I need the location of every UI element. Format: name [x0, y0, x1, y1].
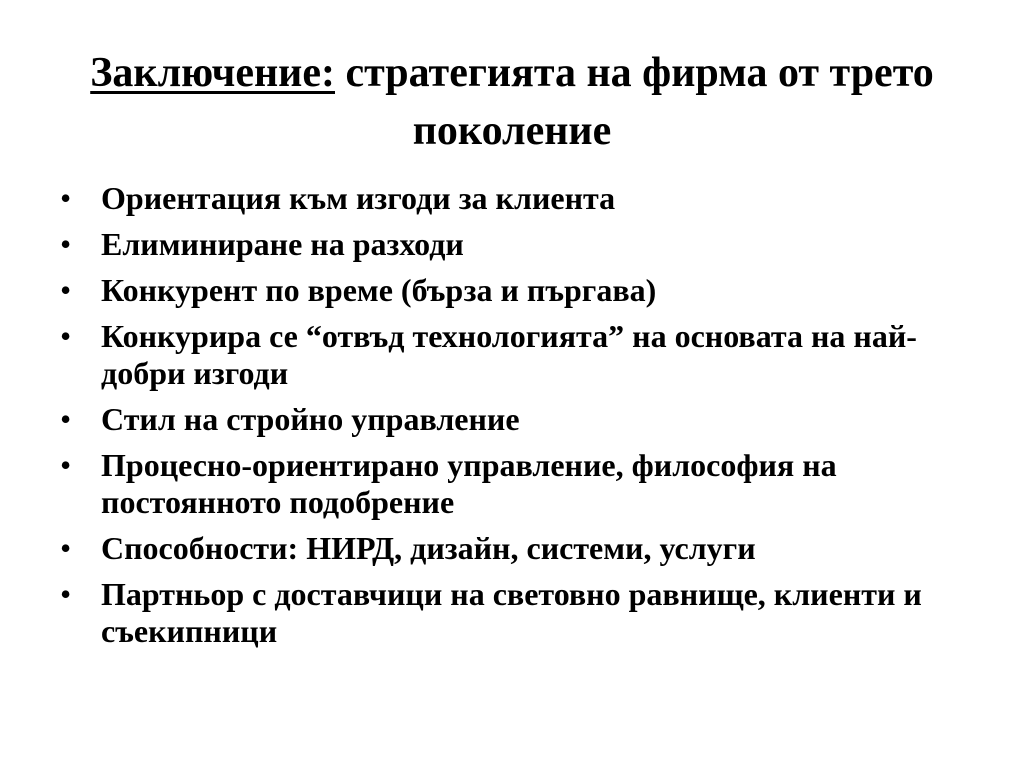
bullet-icon: •	[60, 226, 72, 262]
bullet-text: Стил на стройно управление	[101, 401, 520, 437]
bullet-icon: •	[60, 447, 72, 483]
bullet-item	[58, 226, 978, 263]
bullet-text: Конкурира се “отвъд технологията” на основата на най-добри изгоди	[101, 318, 917, 391]
bullet-icon: •	[60, 180, 72, 216]
bullet-item	[58, 272, 978, 309]
bullet-icon: •	[60, 576, 72, 612]
bullet-item	[58, 447, 978, 521]
bullet-icon: •	[60, 401, 72, 437]
bullet-text: Ориентация към изгоди за клиента	[101, 180, 616, 216]
bullet-icon: •	[60, 318, 72, 354]
bullet-item	[58, 180, 978, 217]
bullet-item	[58, 401, 978, 438]
slide-title-lead: Заключение:	[90, 50, 335, 96]
bullet-item	[58, 530, 978, 567]
slide-title	[40, 44, 984, 160]
slide-title-rest: стратегията на фирма от трето поколение	[335, 50, 934, 154]
bullet-text: Способности: НИРД, дизайн, системи, услуги	[101, 530, 756, 566]
bullet-item	[58, 318, 978, 392]
bullet-list	[58, 180, 978, 659]
bullet-text: Процесно-ориентирано управление, философия на постоянното подобрение	[101, 447, 837, 520]
bullet-item	[58, 576, 978, 650]
bullet-icon: •	[60, 272, 72, 308]
bullet-icon: •	[60, 530, 72, 566]
bullet-text: Партньор с доставчици на световно равнище, клиенти и съекипници	[101, 576, 922, 649]
bullet-text: Конкурент по време (бърза и пъргава)	[101, 272, 657, 308]
bullet-text: Елиминиране на разходи	[101, 226, 464, 262]
